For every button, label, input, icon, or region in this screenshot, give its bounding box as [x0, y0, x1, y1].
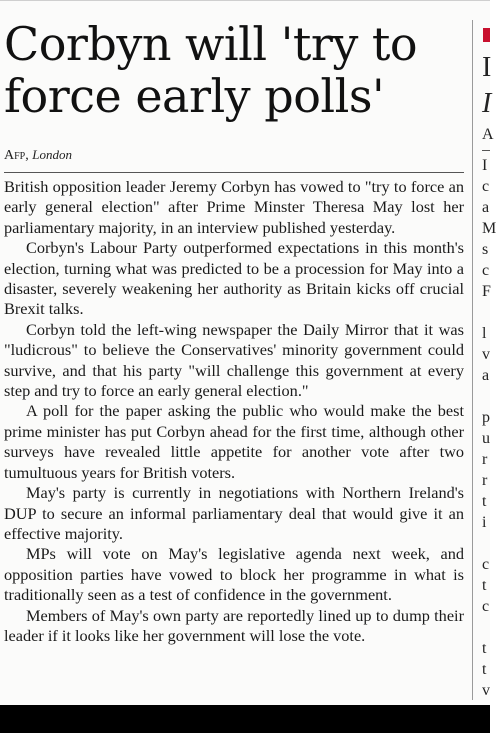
adjacent-fragment: p [482, 409, 490, 426]
adjacent-fragment: t [482, 493, 487, 510]
adjacent-fragment: l [482, 325, 487, 342]
adjacent-fragment: i [482, 514, 487, 531]
byline-agency: Afp [4, 148, 26, 163]
article-body [4, 177, 464, 646]
adjacent-fragment: s [482, 241, 489, 258]
adjacent-fragment: I [482, 88, 492, 119]
paragraph: Members of May's own party are reportedly lined up to dump their leader if it looks like her government will lose the vote. [4, 605, 464, 645]
adjacent-fragment: t [482, 640, 487, 657]
paragraph: Corbyn told the left-wing newspaper the Daily Mirror that it was "ludicrous" to believe the Conservatives' minority government could survive, and that his party "will challenge this government at every step and try to force an early general election." [4, 319, 464, 401]
adjacent-fragment: M [482, 220, 496, 237]
column-divider [472, 20, 473, 700]
adjacent-rule [482, 150, 490, 151]
byline-rule [4, 172, 464, 173]
headline: Corbyn will 'try to force early polls' [4, 17, 418, 123]
section-tab [483, 28, 490, 42]
adjacent-fragment: t [482, 661, 487, 678]
byline-place: London [32, 147, 72, 162]
adjacent-fragment: c [482, 262, 490, 279]
adjacent-fragment: v [482, 346, 490, 363]
adjacent-fragment: a [482, 367, 490, 384]
adjacent-fragment: c [482, 556, 490, 573]
adjacent-fragment: I [482, 157, 488, 174]
paragraph: MPs will vote on May's legislative agenda next week, and opposition parties have vowed to block her programme in what is traditionally seen as a test of confidence in the government. [4, 544, 464, 605]
adjacent-fragment: v [482, 682, 490, 699]
byline: Afp, London [4, 147, 72, 163]
bottom-bar [0, 705, 490, 733]
adjacent-fragment: t [482, 577, 487, 594]
paragraph: Corbyn's Labour Party outperformed expectations in this month's election, turning what was predicted to be a procession for May into a disaster, severely weakening her authority as Britain kicks off crucial Brexit talks. [4, 238, 464, 319]
adjacent-fragment: u [482, 430, 490, 447]
top-border [0, 0, 490, 1]
paragraph: May's party is currently in negotiations with Northern Ireland's DUP to secure an informal parliamentary deal that would give it an effective majority. [4, 483, 464, 543]
adjacent-fragment: a [482, 199, 490, 216]
adjacent-fragment: r [482, 472, 488, 489]
adjacent-fragment: r [482, 451, 488, 468]
paragraph: British opposition leader Jeremy Corbyn has vowed to "try to force an early general election" after Prime Minster Theresa May lost her parliamentary majority, in an interview published yesterday. [4, 177, 464, 237]
adjacent-fragment: I [482, 52, 492, 83]
adjacent-fragment: F [482, 283, 491, 300]
adjacent-fragment: c [482, 178, 490, 195]
adjacent-fragment: A [482, 126, 494, 143]
adjacent-fragment: c [482, 598, 490, 615]
paragraph: A poll for the paper asking the public who would make the best prime minister has put Corbyn ahead for the first time, although other surveys have revealed little appetite for another vote after two tumultuous years for British voters. [4, 401, 464, 482]
